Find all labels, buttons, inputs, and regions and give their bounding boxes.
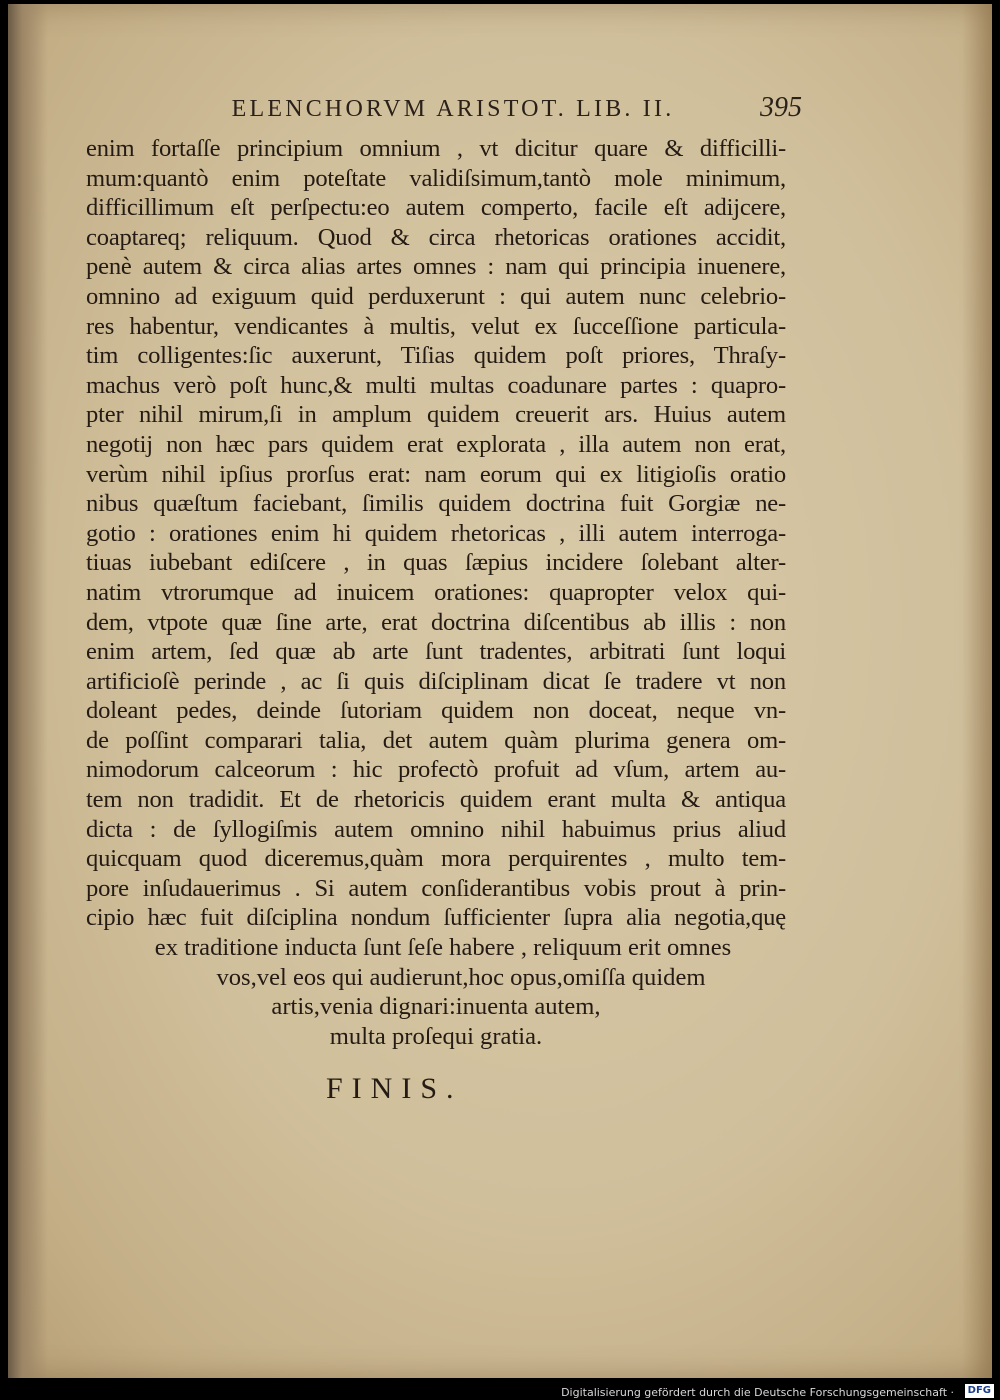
text-line: cipio hæc fuit diſciplina nondum ſufficienter ſupra alia negotia,quę (86, 904, 786, 932)
digitization-credit: Digitalisierung gefördert durch die Deutsche Forschungsgemeinschaft · (561, 1386, 954, 1399)
text-line: difficillimum eſt perſpectu:eo autem comperto, facile eſt adijcere, (86, 194, 786, 222)
text-line: pore inſudauerimus . Si autem conſiderantibus vobis prout à prin- (86, 874, 786, 902)
text-line: omnino ad exiguum quid perduxerunt : qui autem nunc celebrio- (86, 282, 786, 310)
text-line: tim colligentes:ſic auxerunt, Tiſias quidem poſt priores, Thraſy- (86, 342, 786, 370)
text-line: nimodorum calceorum : hic profectò profuit ad vſum, artem au- (86, 756, 786, 784)
running-head: ELENCHORVM ARISTOT. LIB. II. (231, 96, 675, 122)
text-line: artificioſè perinde , ac ſi quis diſciplinam dicat ſe tradere vt non (86, 667, 786, 695)
text-line: coaptareq; reliquum. Quod & circa rhetoricas orationes accidit, (86, 223, 786, 251)
text-line: enim fortaſſe principium omnium , vt dicitur quare & difficilli- (86, 135, 786, 162)
text-line: verùm nihil ipſius prorſus erat: nam eorum qui ex litigioſis oratio (86, 460, 786, 488)
taper-line: multa proſequi gratia. (329, 1023, 543, 1050)
dfg-logo: DFG (965, 1384, 994, 1398)
finis-label: FINIS. (326, 1072, 463, 1105)
scanned-page (8, 4, 992, 1378)
page-edge (962, 4, 992, 1378)
text-line: nibus quæſtum faciebant, ſimilis quidem doctrina fuit Gorgiæ ne- (86, 490, 786, 518)
taper-line: ex traditione inducta ſunt ſeſe habere , reliquum erit omnes (154, 934, 732, 962)
text-line: dem, vtpote quæ ſine arte, erat doctrina diſcentibus ab illis : non (86, 608, 786, 636)
text-line: negotij non hæc pars quidem erat explorata , illa autem non erat, (86, 430, 786, 458)
text-line: quicquam quod diceremus,quàm mora perquirentes , multo tem- (86, 845, 786, 873)
text-line: machus verò poſt hunc,& multi multas coadunare partes : quapro- (86, 371, 786, 399)
text-line: enim artem, ſed quæ ab arte ſunt tradentes, arbitrati ſunt loqui (86, 638, 786, 666)
taper-line: artis,venia dignari:inuenta autem, (271, 993, 601, 1021)
taper-line: vos,vel eos qui audierunt,hoc opus,omiſſa quidem (216, 963, 706, 991)
text-line: tem non tradidit. Et de rhetoricis quidem erant multa & antiqua (86, 786, 786, 814)
text-line: dicta : de ſyllogiſmis autem omnino nihil habuimus prius aliud (86, 815, 786, 843)
text-line: mum:quantò enim poteſtate validiſsimum,tantò mole minimum, (86, 164, 786, 192)
body-text (86, 134, 786, 1050)
text-line: gotio : orationes enim hi quidem rhetoricas , illi autem interroga- (86, 519, 786, 547)
text-line: tiuas iubebant ediſcere , in quas ſæpius incidere ſolebant alter- (86, 549, 786, 577)
text-line: de poſſint comparari talia, det autem quàm plurima genera om- (86, 726, 786, 754)
binding-edge (8, 4, 48, 1378)
text-line: pter nihil mirum,ſi in amplum quidem creuerit ars. Huius autem (86, 401, 786, 429)
text-line: res habentur, vendicantes à multis, velut ex ſucceſſione particula- (86, 312, 786, 340)
text-line: doleant pedes, deinde ſutoriam quidem non doceat, neque vn- (86, 697, 786, 725)
text-line: natim vtrorumque ad inuicem orationes: quapropter velox qui- (86, 578, 786, 606)
text-line: penè autem & circa alias artes omnes : nam qui principia inuenere, (86, 253, 786, 281)
page-number: 395 (760, 92, 802, 123)
